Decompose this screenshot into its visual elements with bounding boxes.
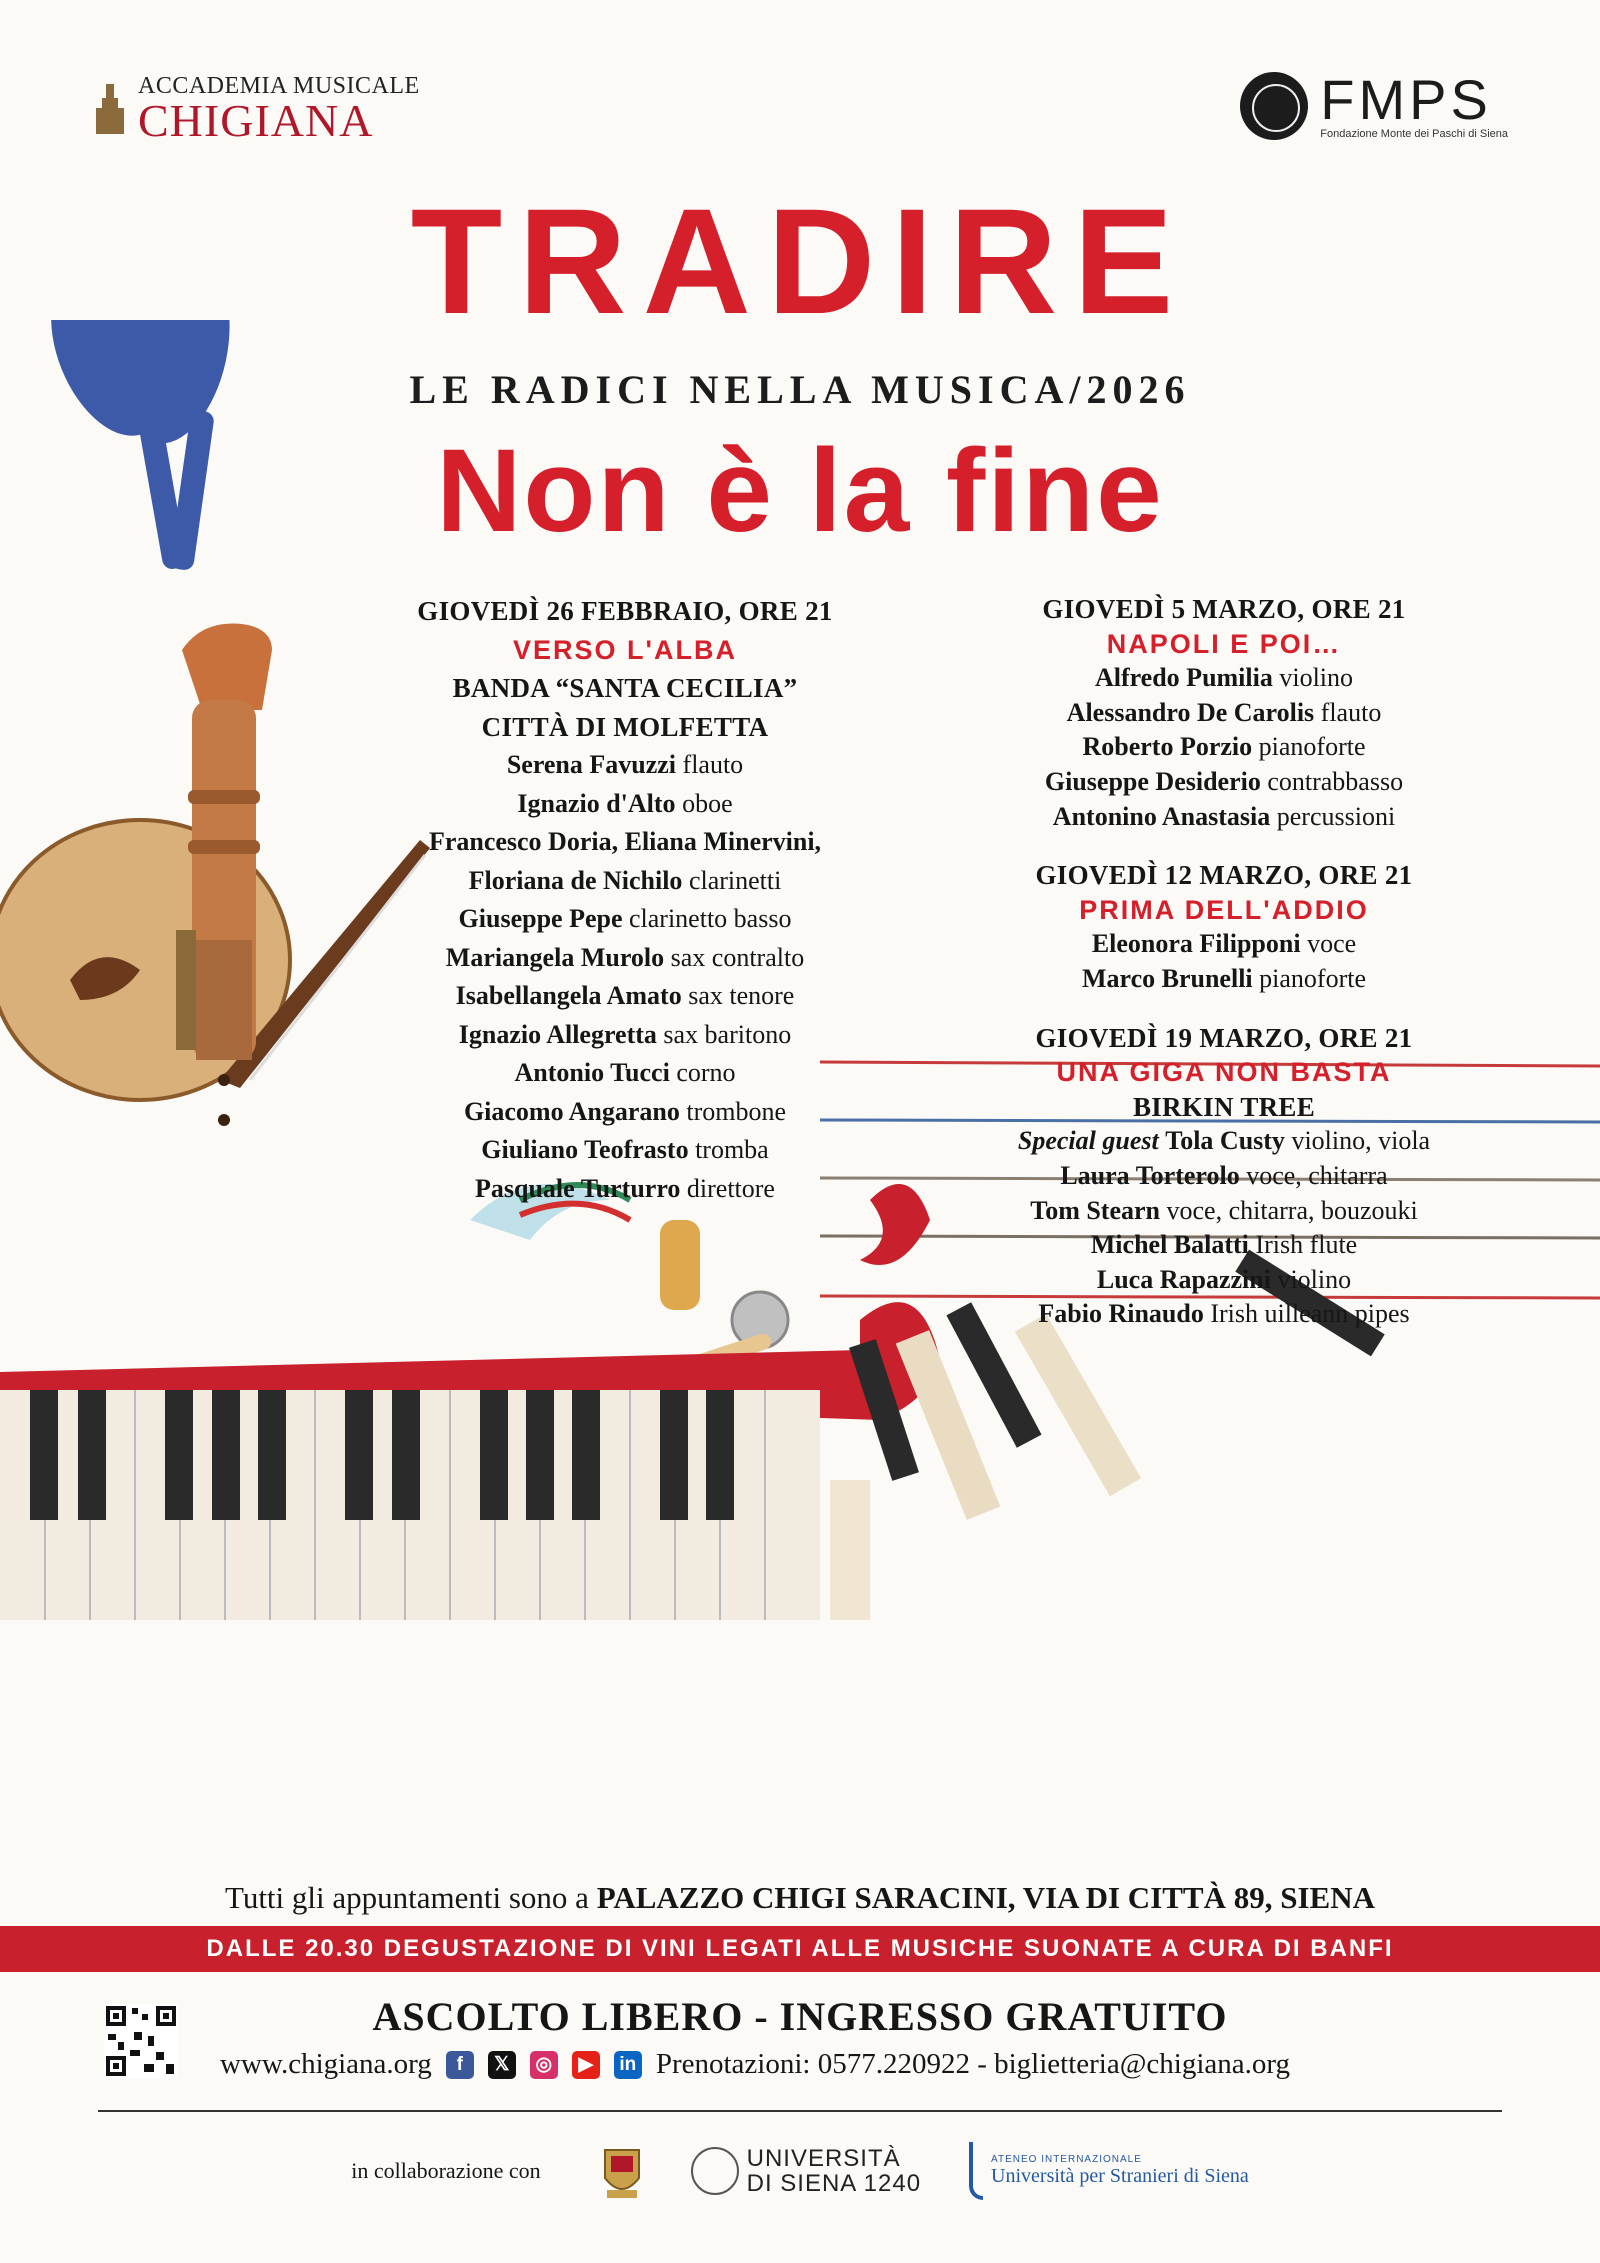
performer-line [360, 1054, 890, 1093]
festival-subtitle: LE RADICI NELLA MUSICA/2026 [409, 367, 1191, 412]
instagram-icon[interactable]: ◎ [530, 2051, 558, 2079]
performer-role: corno [676, 1058, 736, 1087]
performer-role: pianoforte [1259, 963, 1366, 993]
performer-role: clarinetto basso [629, 904, 792, 933]
performer-name: Fabio Rinaudo [1038, 1299, 1204, 1329]
performer-line [962, 696, 1486, 731]
venue-line [0, 1880, 1600, 1916]
performer-name: Roberto Porzio [1082, 732, 1253, 762]
performer-line [962, 800, 1486, 835]
performer-name: Giuliano Teofrasto [481, 1135, 689, 1164]
festival-title: TRADIRE [410, 177, 1190, 345]
org-name-line2: CHIGIANA [138, 95, 374, 146]
performer-line [962, 927, 1486, 962]
performer-role: sax tenore [688, 981, 795, 1010]
performer-name: Antonino Anastasia [1052, 801, 1271, 831]
performer-line [360, 939, 890, 978]
wine-tasting-banner: DALLE 20.30 DEGUSTAZIONE DI VINI LEGATI ALLE MUSICHE SUONATE A CURA DI BANFI [0, 1926, 1600, 1972]
venue-address: PALAZZO CHIGI SARACINI, VIA DI CITTÀ 89, SIENA [596, 1880, 1376, 1915]
performer-name: Alfredo Pumilia [1094, 663, 1273, 693]
ensemble-name: CITTÀ DI MOLFETTA [481, 711, 769, 742]
performer-line [360, 746, 890, 785]
guest-line [962, 1124, 1486, 1159]
concert-name: VERSO L'ALBA [513, 634, 737, 665]
performer-role: percussioni [1276, 801, 1396, 831]
contacts-row [220, 2048, 1290, 2081]
performer-name: Alessandro De Carolis [1066, 697, 1315, 727]
performer-name: Francesco Doria, Eliana Minervini, [428, 827, 822, 856]
tower-icon [92, 80, 128, 138]
youtube-icon[interactable]: ▶ [572, 2051, 600, 2079]
performer-line [360, 900, 890, 939]
sponsor-name: FMPS [1320, 68, 1492, 131]
performer-line [360, 823, 890, 862]
venue-prefix: Tutti gli appuntamenti sono a [224, 1880, 589, 1915]
performer-line [360, 785, 890, 824]
performer-role: trombone [686, 1096, 787, 1126]
performer-role: clarinetti [688, 865, 782, 895]
performer-line [360, 1170, 890, 1209]
red-ribbon [0, 1184, 940, 1420]
performer-role: tromba [695, 1135, 769, 1164]
ensemble-name: BIRKIN TREE [1132, 1091, 1316, 1122]
piano-keyboard [0, 1390, 820, 1620]
concert-name: PRIMA DELL'ADDIO [1079, 894, 1369, 925]
unisi-seal-icon [691, 2147, 739, 2195]
concert-date: GIOVEDÌ 26 FEBBRAIO, ORE 21 [417, 596, 833, 626]
performer-role: violino [1279, 663, 1354, 693]
performer-line [360, 1131, 890, 1170]
concert-date: GIOVEDÌ 19 MARZO, ORE 21 [1035, 1022, 1413, 1053]
performer-role: voce [1307, 929, 1357, 959]
performer-line [360, 1016, 890, 1055]
performer-line [962, 661, 1486, 696]
performer-role: direttore [686, 1173, 775, 1203]
performer-line [962, 1194, 1486, 1229]
concert-date: GIOVEDÌ 5 MARZO, ORE 21 [1042, 594, 1406, 624]
sponsor-subtitle: Fondazione Monte dei Paschi di Siena [1320, 128, 1508, 140]
unistrasi-line2: Università per Stranieri di Siena [991, 2165, 1249, 2187]
performer-name: Antonio Tucci [514, 1058, 670, 1087]
performer-role: sax baritono [663, 1019, 792, 1049]
performer-name: Marco Brunelli [1081, 963, 1253, 993]
performer-role: sax contralto [670, 942, 805, 972]
performer-name: Laura Torterolo [1060, 1160, 1240, 1190]
performer-name: Pasquale Turturro [475, 1173, 681, 1203]
chigiana-logo [92, 74, 420, 144]
unisi-line2: DI SIENA 1240 [746, 2170, 922, 2197]
performer-line [962, 765, 1486, 800]
performer-role: oboe [682, 788, 733, 818]
concert-name: NAPOLI E POI… [1106, 628, 1342, 659]
concert-date: GIOVEDÌ 12 MARZO, ORE 21 [1035, 860, 1413, 891]
performer-name: Michel Balatti [1090, 1230, 1249, 1260]
collab-label: in collaborazione con [351, 2158, 541, 2183]
performer-name: Isabellangela Amato [455, 981, 682, 1010]
performer-line [962, 1297, 1486, 1332]
unistrasi-logo [969, 2142, 1249, 2200]
performer-name: Luca Rapazzini [1096, 1264, 1271, 1294]
festival-tagline: Non è la fine [436, 425, 1164, 557]
performer-role: voce, chitarra, bouzouki [1166, 1195, 1418, 1225]
performer-name: Giuseppe Pepe [458, 904, 623, 933]
website-link[interactable]: www.chigiana.org [220, 2048, 432, 2080]
performer-line [360, 977, 890, 1016]
performer-name: Giacomo Angarano [463, 1096, 680, 1126]
performer-role: violino [1277, 1264, 1352, 1294]
performer-role: violino, viola [1291, 1126, 1431, 1156]
performer-name: Eleonora Filipponi [1091, 929, 1301, 959]
performer-line [962, 1159, 1486, 1194]
x-icon[interactable]: 𝕏 [488, 2051, 516, 2079]
city-crest-icon [601, 2140, 643, 2202]
qr-code-icon[interactable] [104, 2004, 178, 2078]
performer-name: Giuseppe Desiderio [1044, 766, 1261, 796]
partners-row [0, 2140, 1600, 2202]
performer-line [360, 862, 890, 901]
concert-name: UNA GIGA NON BASTA [1056, 1057, 1392, 1088]
unistrasi-line1: ATENEO INTERNAZIONALE [991, 2154, 1142, 2165]
ensemble-name: BANDA “SANTA CECILIA” [452, 673, 798, 703]
facebook-icon[interactable]: f [446, 2051, 474, 2079]
performer-line [962, 730, 1486, 765]
concert-list-right [962, 592, 1486, 1332]
performer-name: Tola Custy [1165, 1126, 1285, 1156]
performer-role: pianoforte [1258, 732, 1366, 762]
concert-list-left [360, 592, 890, 1208]
fmps-logo [1240, 68, 1508, 140]
performer-name: Serena Favuzzi [506, 750, 677, 779]
performer-line [360, 1093, 890, 1132]
performer-role: Irish flute [1255, 1230, 1358, 1260]
linkedin-icon[interactable]: in [614, 2051, 642, 2079]
performer-line [962, 1228, 1486, 1263]
footer-divider [98, 2110, 1502, 2112]
performer-name: Ignazio Allegretta [458, 1019, 657, 1049]
unisi-line1: UNIVERSITÀ [746, 2144, 901, 2172]
performer-name: Floriana de Nichilo [468, 865, 683, 895]
org-name-line1: ACCADEMIA MUSICALE [138, 73, 420, 99]
performer-line [962, 962, 1486, 997]
performer-role: Irish uilleann pipes [1210, 1299, 1410, 1329]
performer-name: Ignazio d'Alto [517, 788, 676, 818]
free-entry-heading: ASCOLTO LIBERO - INGRESSO GRATUITO [372, 1994, 1228, 2039]
booking-info[interactable]: Prenotazioni: 0577.220922 - biglietteria@chigiana.org [655, 2048, 1291, 2080]
performer-role: contrabbasso [1267, 766, 1404, 796]
performer-name: Mariangela Murolo [445, 942, 665, 972]
performer-role: flauto [1320, 697, 1382, 727]
unisi-logo [691, 2146, 921, 2196]
guest-label: Special guest [1017, 1126, 1159, 1156]
performer-role: flauto [682, 750, 744, 779]
unistrasi-mark-icon [969, 2142, 983, 2200]
performer-role: voce, chitarra [1246, 1160, 1388, 1190]
performer-line [962, 1263, 1486, 1298]
performer-name: Tom Stearn [1030, 1195, 1161, 1225]
fmps-seal-icon [1240, 72, 1308, 140]
